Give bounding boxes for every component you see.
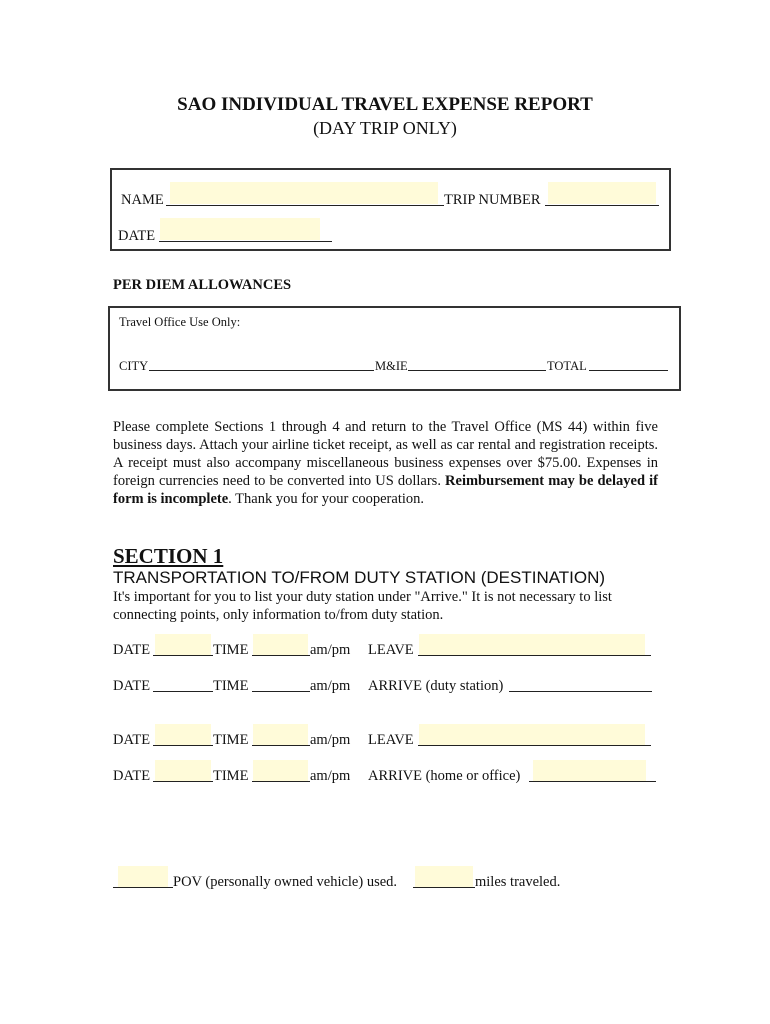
page-subtitle: (DAY TRIP ONLY) [313, 118, 457, 138]
row2-date-label: DATE [113, 678, 151, 694]
pov-input[interactable] [118, 866, 168, 888]
row1-time-input[interactable] [253, 634, 308, 656]
row4-arrive-input[interactable] [533, 760, 646, 782]
row4-arrive-line [529, 781, 656, 782]
mie-label: M&IE [375, 359, 408, 373]
row4-date-label: DATE [113, 768, 151, 784]
row2-arrive-line [509, 691, 652, 692]
row1-date-line [153, 655, 213, 656]
trip-number-label: TRIP NUMBER [444, 192, 541, 208]
instructions-closing: . Thank you for your cooperation. [228, 491, 425, 507]
per-diem-heading: PER DIEM ALLOWANCES [113, 277, 292, 293]
row4-time-label: TIME [213, 768, 249, 784]
date-label: DATE [118, 228, 156, 244]
office-use-label: Travel Office Use Only: [119, 315, 241, 329]
row1-time-label: TIME [213, 642, 249, 658]
row3-date-input[interactable] [155, 724, 211, 746]
row1-ampm: am/pm [310, 642, 351, 658]
row2-action: ARRIVE (duty station) [368, 678, 504, 694]
row3-date-label: DATE [113, 732, 151, 748]
trip-number-line [545, 205, 659, 206]
date-input[interactable] [160, 218, 320, 240]
row3-time-line [252, 745, 310, 746]
mie-line [408, 370, 546, 371]
city-label: CITY [119, 359, 149, 373]
trip-number-input[interactable] [548, 182, 656, 204]
row1-action: LEAVE [368, 642, 414, 658]
row4-action: ARRIVE (home or office) [368, 768, 521, 784]
name-label: NAME [121, 192, 164, 208]
total-label: TOTAL [547, 359, 587, 373]
row1-time-line [252, 655, 310, 656]
section-1-note: It's important for you to list your duty station under "Arrive." It is not necessary to list connecting points, only information to/from duty station. [113, 589, 612, 623]
miles-input[interactable] [415, 866, 473, 888]
row3-time-input[interactable] [253, 724, 308, 746]
row4-time-line [252, 781, 310, 782]
row1-date-label: DATE [113, 642, 151, 658]
row2-date-line [153, 691, 213, 692]
instructions-paragraph [113, 418, 658, 508]
row4-date-input[interactable] [155, 760, 211, 782]
row1-leave-input[interactable] [419, 634, 645, 656]
pov-line [113, 887, 173, 888]
instructions-text: Please complete Sections 1 through 4 and return to the Travel Office (MS 44) within five business days. Attach your airline ticket receipt, as well as car rental and registration receipts. A receipt must also accompany miscellaneous business expenses over $75.00. Expenses in foreign currencies need to be converted into US dollars. [113, 419, 658, 489]
page-title: SAO INDIVIDUAL TRAVEL EXPENSE REPORT [177, 94, 593, 115]
miles-label: miles traveled. [475, 874, 561, 890]
row4-ampm: am/pm [310, 768, 351, 784]
row3-date-line [153, 745, 213, 746]
pov-label: POV (personally owned vehicle) used. [173, 874, 398, 890]
row1-date-input[interactable] [155, 634, 211, 656]
row3-leave-input[interactable] [419, 724, 645, 746]
row4-date-line [153, 781, 213, 782]
total-line [589, 370, 668, 371]
instructions-bold: Reimbursement may be delayed if form is incomplete [113, 473, 658, 507]
row3-action: LEAVE [368, 732, 414, 748]
row1-leave-line [418, 655, 651, 656]
row3-ampm: am/pm [310, 732, 351, 748]
name-input[interactable] [170, 182, 438, 204]
date-line [159, 241, 332, 242]
city-line [149, 370, 374, 371]
row3-leave-line [418, 745, 651, 746]
row3-time-label: TIME [213, 732, 249, 748]
name-line [166, 205, 444, 206]
row2-ampm: am/pm [310, 678, 351, 694]
section-1-subheading: TRANSPORTATION TO/FROM DUTY STATION (DESTINATION) [113, 568, 606, 587]
row2-time-label: TIME [213, 678, 249, 694]
miles-line [413, 887, 475, 888]
row2-time-line [252, 691, 310, 692]
row4-time-input[interactable] [253, 760, 308, 782]
section-1-heading: SECTION 1 [113, 544, 224, 568]
